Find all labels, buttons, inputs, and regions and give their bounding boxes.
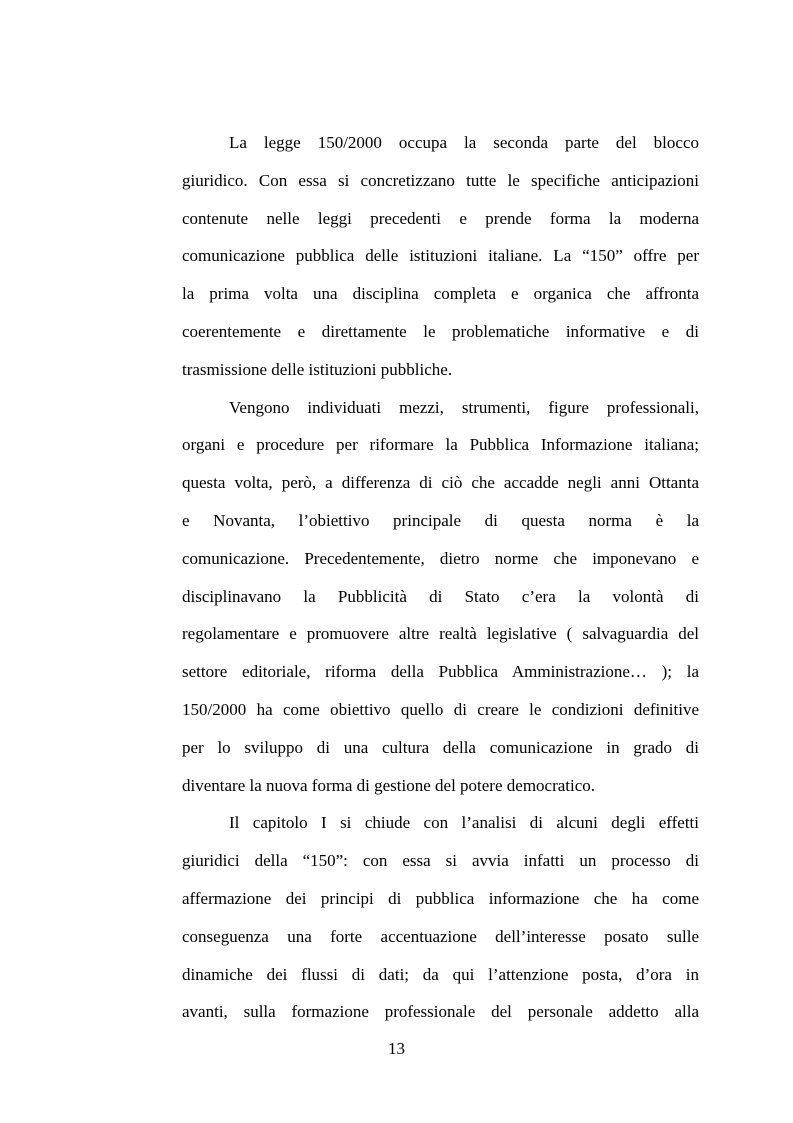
text-line: conseguenza una forte accentuazione dell’interesse posato sulle <box>182 926 699 946</box>
paragraph-2 <box>182 389 699 805</box>
text-line: per lo sviluppo di una cultura della comunicazione in grado di <box>182 737 699 757</box>
page-number: 13 <box>388 1039 405 1058</box>
text-line: Vengono individuati mezzi, strumenti, figure professionali, <box>229 397 699 417</box>
document-body <box>182 124 699 1031</box>
text-line: affermazione dei principi di pubblica informazione che ha come <box>182 888 699 908</box>
text-line: avanti, sulla formazione professionale del personale addetto alla <box>182 1002 699 1022</box>
text-line: comunicazione. Precedentemente, dietro norme che imponevano e <box>182 548 699 568</box>
text-line: questa volta, però, a differenza di ciò che accadde negli anni Ottanta <box>182 473 699 493</box>
paragraph-3 <box>182 804 699 1031</box>
text-line: contenute nelle leggi precedenti e prende forma la moderna <box>182 208 699 228</box>
text-line: dinamiche dei flussi di dati; da qui l’attenzione posta, d’ora in <box>182 964 699 984</box>
text-line: giuridici della “150”: con essa si avvia infatti un processo di <box>182 851 699 871</box>
text-line: La legge 150/2000 occupa la seconda parte del blocco <box>229 133 699 152</box>
text-line: giuridico. Con essa si concretizzano tutte le specifiche anticipazioni <box>182 170 699 190</box>
text-line: disciplinavano la Pubblicità di Stato c’era la volontà di <box>182 586 699 606</box>
text-line: coerentemente e direttamente le problematiche informative e di <box>182 321 699 341</box>
text-line: 150/2000 ha come obiettivo quello di creare le condizioni definitive <box>182 699 699 719</box>
text-line: trasmissione delle istituzioni pubbliche. <box>182 359 453 379</box>
text-line: e Novanta, l’obiettivo principale di questa norma è la <box>182 510 699 530</box>
text-line: la prima volta una disciplina completa e organica che affronta <box>182 284 699 304</box>
text-line: organi e procedure per riformare la Pubblica Informazione italiana; <box>182 435 699 455</box>
text-line: regolamentare e promuovere altre realtà legislative ( salvaguardia del <box>182 624 699 644</box>
text-line: diventare la nuova forma di gestione del potere democratico. <box>182 775 596 795</box>
text-line: settore editoriale, riforma della Pubblica Amministrazione… ); la <box>182 662 699 682</box>
text-line: Il capitolo I si chiude con l’analisi di alcuni degli effetti <box>229 813 699 833</box>
paragraph-1 <box>182 124 699 389</box>
text-line: comunicazione pubblica delle istituzioni italiane. La “150” offre per <box>182 246 699 266</box>
